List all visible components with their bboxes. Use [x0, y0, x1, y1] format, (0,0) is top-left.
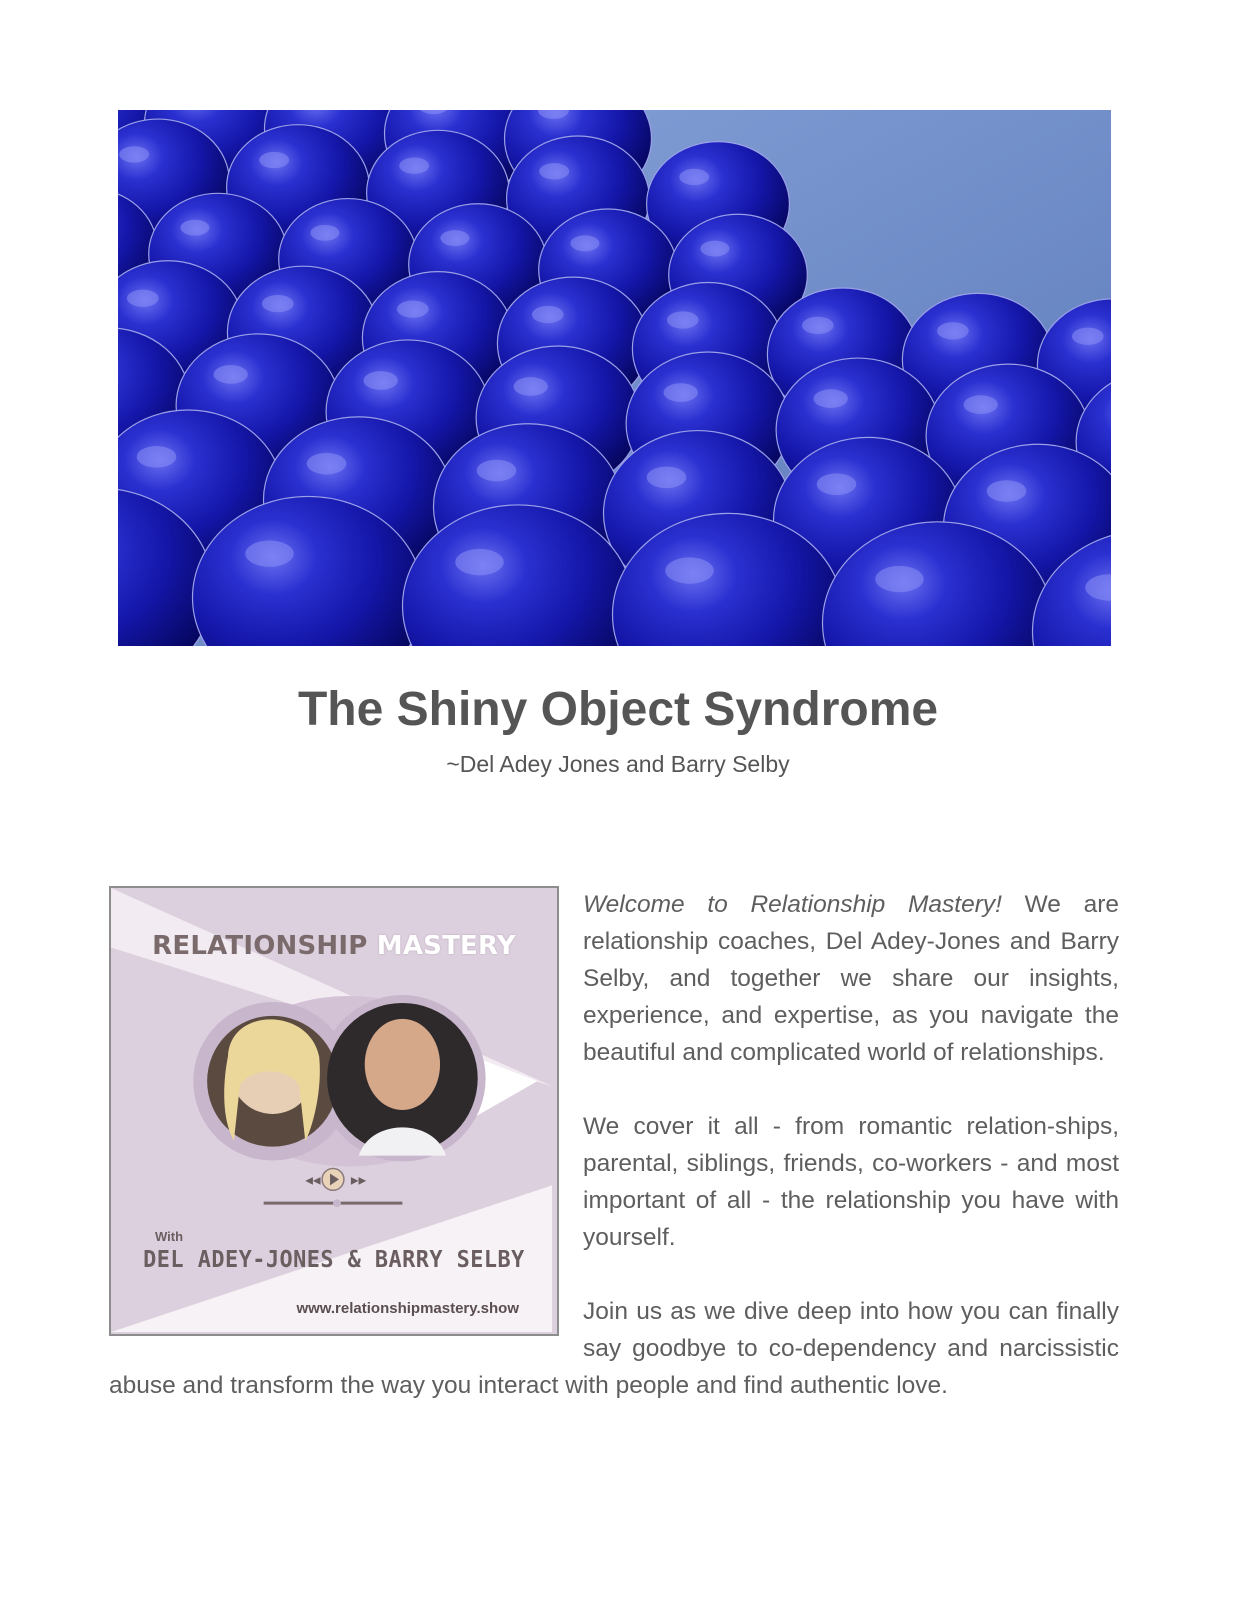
sphere-highlight	[539, 163, 569, 179]
sphere-highlight	[259, 152, 289, 168]
sphere-highlight	[514, 377, 548, 396]
sphere-highlight	[310, 225, 339, 241]
rewind-icon: ◀◀	[305, 1175, 321, 1187]
sphere-highlight	[180, 220, 209, 236]
sphere-highlight	[245, 540, 293, 566]
sphere-highlight	[875, 566, 923, 592]
sphere-highlight	[817, 473, 857, 495]
sphere-highlight	[119, 146, 149, 162]
page-title: The Shiny Object Syndrome	[297, 683, 939, 736]
sphere-highlight	[679, 169, 709, 185]
sphere-highlight	[802, 317, 834, 334]
podcast-cover-image	[109, 886, 559, 1336]
sphere-highlight	[814, 389, 848, 408]
podcast-with-label: With	[155, 1229, 184, 1244]
intro-text: We are relationship coaches, Del Adey-Jones and Barry Selby, and together we share our insights, experience, and expertise, as you navigate the beautiful and complicated world of relationships.	[583, 891, 1119, 1066]
closing-paragraph: Join us as we dive deep into how you can finally say goodbye to co-dependency and narcissistic abuse and transform the way you interact with people and find authentic love.	[109, 1298, 1119, 1399]
sphere-highlight	[399, 158, 429, 174]
sphere-highlight	[440, 230, 469, 246]
sphere-highlight	[570, 235, 599, 251]
coverage-paragraph: We cover it all - from romantic relation-ships, parental, siblings, friends, co-workers - and most important of all - the relationship you have with yourself.	[583, 1113, 1119, 1251]
author-byline: ~Del Adey Jones and Barry Selby	[446, 751, 790, 777]
article-body	[109, 886, 1119, 1404]
podcast-url: www.relationshipmastery.show	[296, 1300, 519, 1317]
sphere-highlight	[364, 371, 398, 390]
sphere-highlight	[964, 395, 998, 414]
sphere-highlight	[127, 290, 159, 307]
blue-spheres-illustration	[118, 110, 1111, 646]
sphere-highlight	[397, 300, 429, 317]
sphere-highlight	[700, 241, 729, 257]
podcast-title: RELATIONSHIP MASTERY	[152, 931, 516, 961]
intro-emphasis: Welcome to Relationship Mastery!	[583, 891, 1002, 918]
sphere-highlight	[665, 557, 713, 583]
hero-image	[118, 110, 1111, 646]
sphere-highlight	[664, 383, 698, 402]
sphere-highlight	[455, 549, 503, 575]
sphere-highlight	[532, 306, 564, 323]
sphere-highlight	[987, 480, 1027, 502]
fast-forward-icon: ▶▶	[350, 1175, 367, 1187]
sphere-highlight	[1072, 328, 1104, 345]
sphere-highlight	[647, 467, 687, 489]
sphere-highlight	[667, 311, 699, 328]
sphere-highlight	[937, 322, 969, 339]
sphere-highlight	[262, 295, 294, 312]
podcast-hosts: DEL ADEY-JONES & BARRY SELBY	[143, 1247, 525, 1273]
sphere-highlight	[137, 446, 177, 468]
sphere-highlight	[477, 460, 517, 482]
sphere-highlight	[214, 365, 248, 384]
sphere-highlight	[307, 453, 347, 475]
